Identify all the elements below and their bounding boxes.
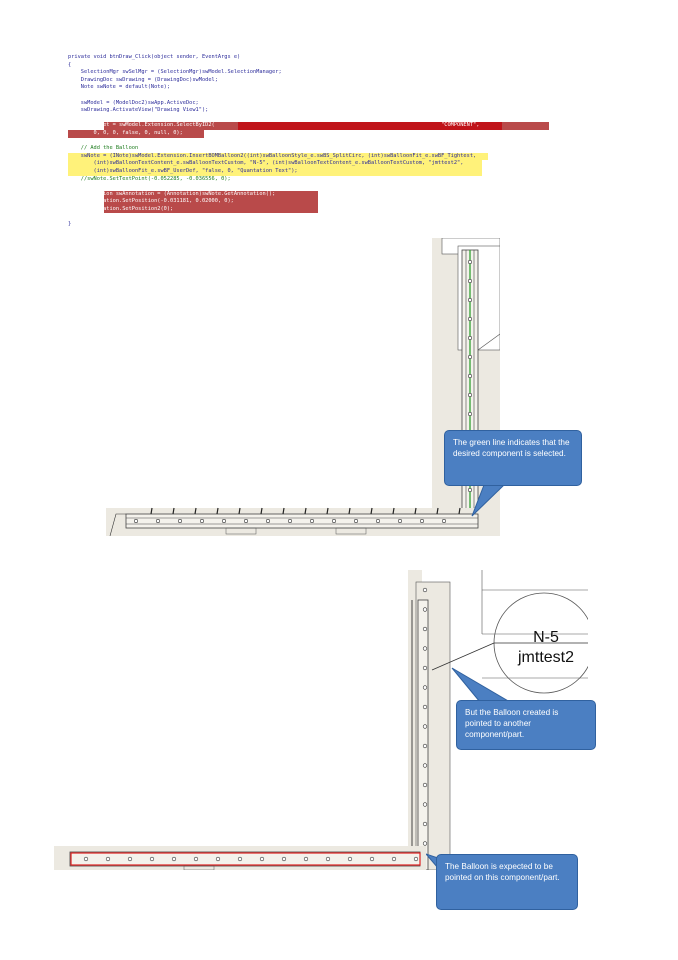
code-line-text: swModel = (ModelDoc2)swApp.ActiveDoc; — [68, 99, 199, 106]
code-line-text: DrawingDoc swDrawing = (DrawingDoc)swModel; — [68, 76, 218, 83]
code-lines — [68, 54, 558, 229]
code-line-text: } — [68, 221, 72, 228]
drawing-frame-selected — [106, 238, 500, 536]
code-line-text: swNote = (INote)swModel.Extension.InsertBOMBalloon2((int)swBalloonStyle_e.swBS_SplitCirc, (int)swBalloonFit_e.swBF_Tightest, — [68, 152, 477, 159]
balloon-top-text: N-5 — [533, 629, 559, 646]
callout-selected — [444, 430, 584, 526]
code-line — [68, 213, 558, 221]
code-line-text: { — [68, 61, 72, 68]
code-line — [68, 69, 558, 77]
code-line-text: 0, 0, 0, false, 0, null, 0); — [68, 129, 183, 136]
code-line — [68, 145, 558, 153]
code-line-text: bool bRet = swModel.Extension.SelectByID2( "COMPONENT", — [68, 122, 480, 129]
code-line-text: //swNote.SetTextPoint(-0.052285, -0.036556, 0); — [68, 175, 231, 182]
code-line-text: SelectionMgr swSelMgr = (SelectionMgr)swModel.SelectionManager; — [68, 69, 282, 76]
code-line-text: private void btnDraw_Click(object sender, EventArgs e) — [68, 54, 241, 60]
code-line — [68, 176, 558, 184]
callout-wrong-component — [440, 664, 596, 754]
code-line — [68, 206, 558, 214]
code-line-text: swDrawing.ActivateView("Drawing View1"); — [68, 107, 209, 114]
code-line-text: // Add the Balloon — [68, 145, 139, 152]
code-line — [68, 130, 558, 138]
code-line-text: (int)swBalloonTextContent_e.swBalloonTextCustom, "N-5", (int)swBalloonTextContent_e.swBalloonTextCustom, "jmttest2", — [68, 160, 464, 167]
callout-selected-text: The green line indicates that the desired component is selected. — [453, 438, 570, 458]
drawing-frame-expected — [54, 846, 426, 870]
code-line — [68, 183, 558, 191]
code-line — [68, 107, 558, 115]
code-line-text: Note swNote = default(Note); — [68, 84, 171, 91]
drawing-view-expected — [54, 846, 426, 870]
balloon-bottom-text: jmttest2 — [517, 649, 575, 666]
code-line-text: swAnnotation.SetPosition(-0.031181, 0.02000, 0); — [68, 198, 234, 205]
callout-expected — [426, 850, 578, 912]
code-snippet — [68, 54, 558, 229]
code-line — [68, 54, 558, 62]
code-line — [68, 122, 558, 130]
code-line-text: (int)swBalloonFit_e.swBF_UserDef, "false, 0, "Quantation Text"); — [68, 167, 298, 174]
code-line-text: swAnnotation.SetPosition2(0); — [68, 205, 174, 212]
code-line — [68, 138, 558, 146]
code-line — [68, 198, 558, 206]
code-line — [68, 92, 558, 100]
drawing-view-selected — [106, 238, 500, 536]
code-line — [68, 160, 558, 168]
code-line — [68, 84, 558, 92]
code-line — [68, 168, 558, 176]
code-line-text: Annotation swAnnotation = (Annotation)swNote.GetAnnotation(); — [68, 190, 276, 197]
code-line — [68, 221, 558, 229]
callout-expected-text: The Balloon is expected to be pointed on this component/part. — [445, 862, 560, 882]
callout-wrong-component-text: But the Balloon created is pointed to another component/part. — [465, 708, 559, 739]
